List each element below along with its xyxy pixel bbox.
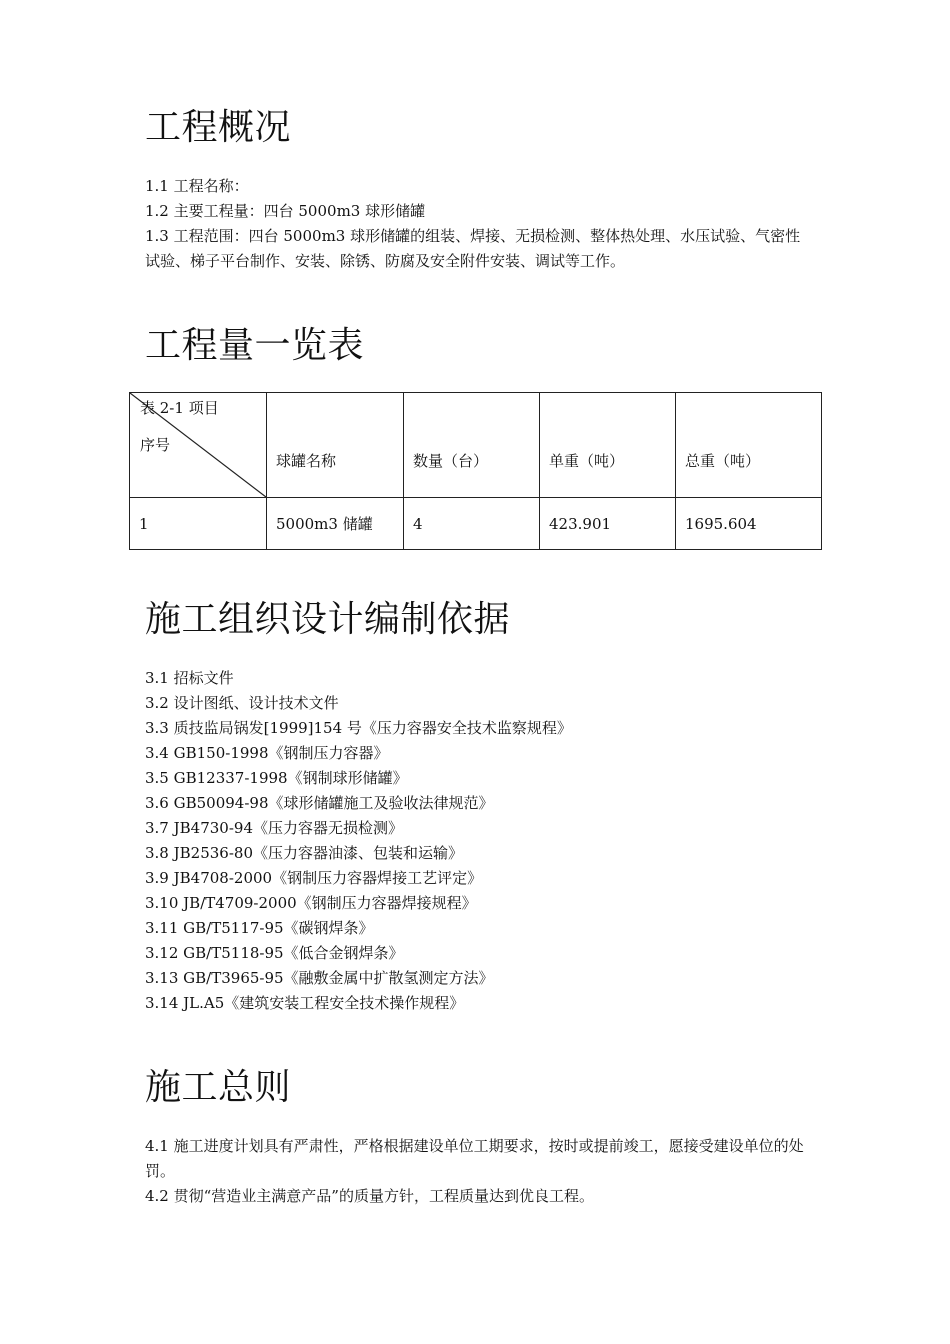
diagonal-header-top-label: 表 2-1 项目 bbox=[140, 399, 219, 417]
basis-list bbox=[145, 666, 810, 1016]
list-item: 3.3 质技监局锅发[1999]154 号《压力容器安全技术监察规程》 bbox=[145, 719, 572, 737]
diagonal-header-cell bbox=[130, 393, 267, 498]
header-cell-tank-name: 球罐名称 bbox=[267, 393, 404, 498]
table-cell-unit-weight: 423.901 bbox=[540, 498, 676, 550]
list-item: 3.4 GB150-1998《钢制压力容器》 bbox=[145, 744, 389, 762]
diagonal-header-bottom-label: 序号 bbox=[140, 436, 171, 454]
section-title-overview: 工程概况 bbox=[145, 107, 292, 148]
list-item: 3.13 GB/T3965-95《融敷金属中扩散氢测定方法》 bbox=[145, 969, 494, 987]
table-row bbox=[130, 498, 822, 550]
table-cell-index: 1 bbox=[130, 498, 267, 550]
list-item: 3.12 GB/T5118-95《低合金钢焊条》 bbox=[145, 944, 404, 962]
list-item: 3.9 JB4708-2000《钢制压力容器焊接工艺评定》 bbox=[145, 869, 483, 887]
overview-paragraphs bbox=[145, 174, 810, 274]
header-cell-unit-weight: 单重（吨） bbox=[540, 393, 676, 498]
principles-paragraphs bbox=[145, 1134, 810, 1209]
list-item: 3.5 GB12337-1998《钢制球形储罐》 bbox=[145, 769, 408, 787]
list-item: 3.8 JB2536-80《压力容器油漆、包装和运输》 bbox=[145, 844, 463, 862]
overview-line: 1.3 工程范围：四台 5000m3 球形储罐的组装、焊接、无损检测、整体热处理、水压试验、气密性试验、梯子平台制作、安装、除锈、防腐及安全附件安装、调试等工作。 bbox=[145, 227, 801, 270]
overview-line: 1.1 工程名称： bbox=[145, 177, 249, 195]
header-cell-quantity: 数量（台） bbox=[404, 393, 540, 498]
list-item: 3.1 招标文件 bbox=[145, 669, 234, 687]
overview-line: 1.2 主要工程量：四台 5000m3 球形储罐 bbox=[145, 202, 426, 220]
quantity-table bbox=[129, 392, 822, 550]
list-item: 3.2 设计图纸、设计技术文件 bbox=[145, 694, 339, 712]
table-header-row bbox=[130, 393, 822, 498]
list-item: 3.7 JB4730-94《压力容器无损检测》 bbox=[145, 819, 403, 837]
table-cell-quantity: 4 bbox=[404, 498, 540, 550]
list-item: 3.14 JL.A5《建筑安装工程安全技术操作规程》 bbox=[145, 994, 465, 1012]
section-title-quantity-table: 工程量一览表 bbox=[145, 325, 365, 366]
table-cell-total-weight: 1695.604 bbox=[676, 498, 822, 550]
principle-line: 4.2 贯彻“营造业主满意产品”的质量方针，工程质量达到优良工程。 bbox=[145, 1187, 594, 1205]
section-title-general-principles: 施工总则 bbox=[145, 1067, 292, 1108]
principle-line: 4.1 施工进度计划具有严肃性，严格根据建设单位工期要求，按时或提前竣工，愿接受建设单位的处罚。 bbox=[145, 1137, 804, 1180]
list-item: 3.10 JB/T4709-2000《钢制压力容器焊接规程》 bbox=[145, 894, 477, 912]
list-item: 3.6 GB50094-98《球形储罐施工及验收法律规范》 bbox=[145, 794, 494, 812]
header-cell-total-weight: 总重（吨） bbox=[676, 393, 822, 498]
list-item: 3.11 GB/T5117-95《碳钢焊条》 bbox=[145, 919, 374, 937]
table-cell-tank-name: 5000m3 储罐 bbox=[267, 498, 404, 550]
section-title-basis: 施工组织设计编制依据 bbox=[145, 599, 511, 640]
